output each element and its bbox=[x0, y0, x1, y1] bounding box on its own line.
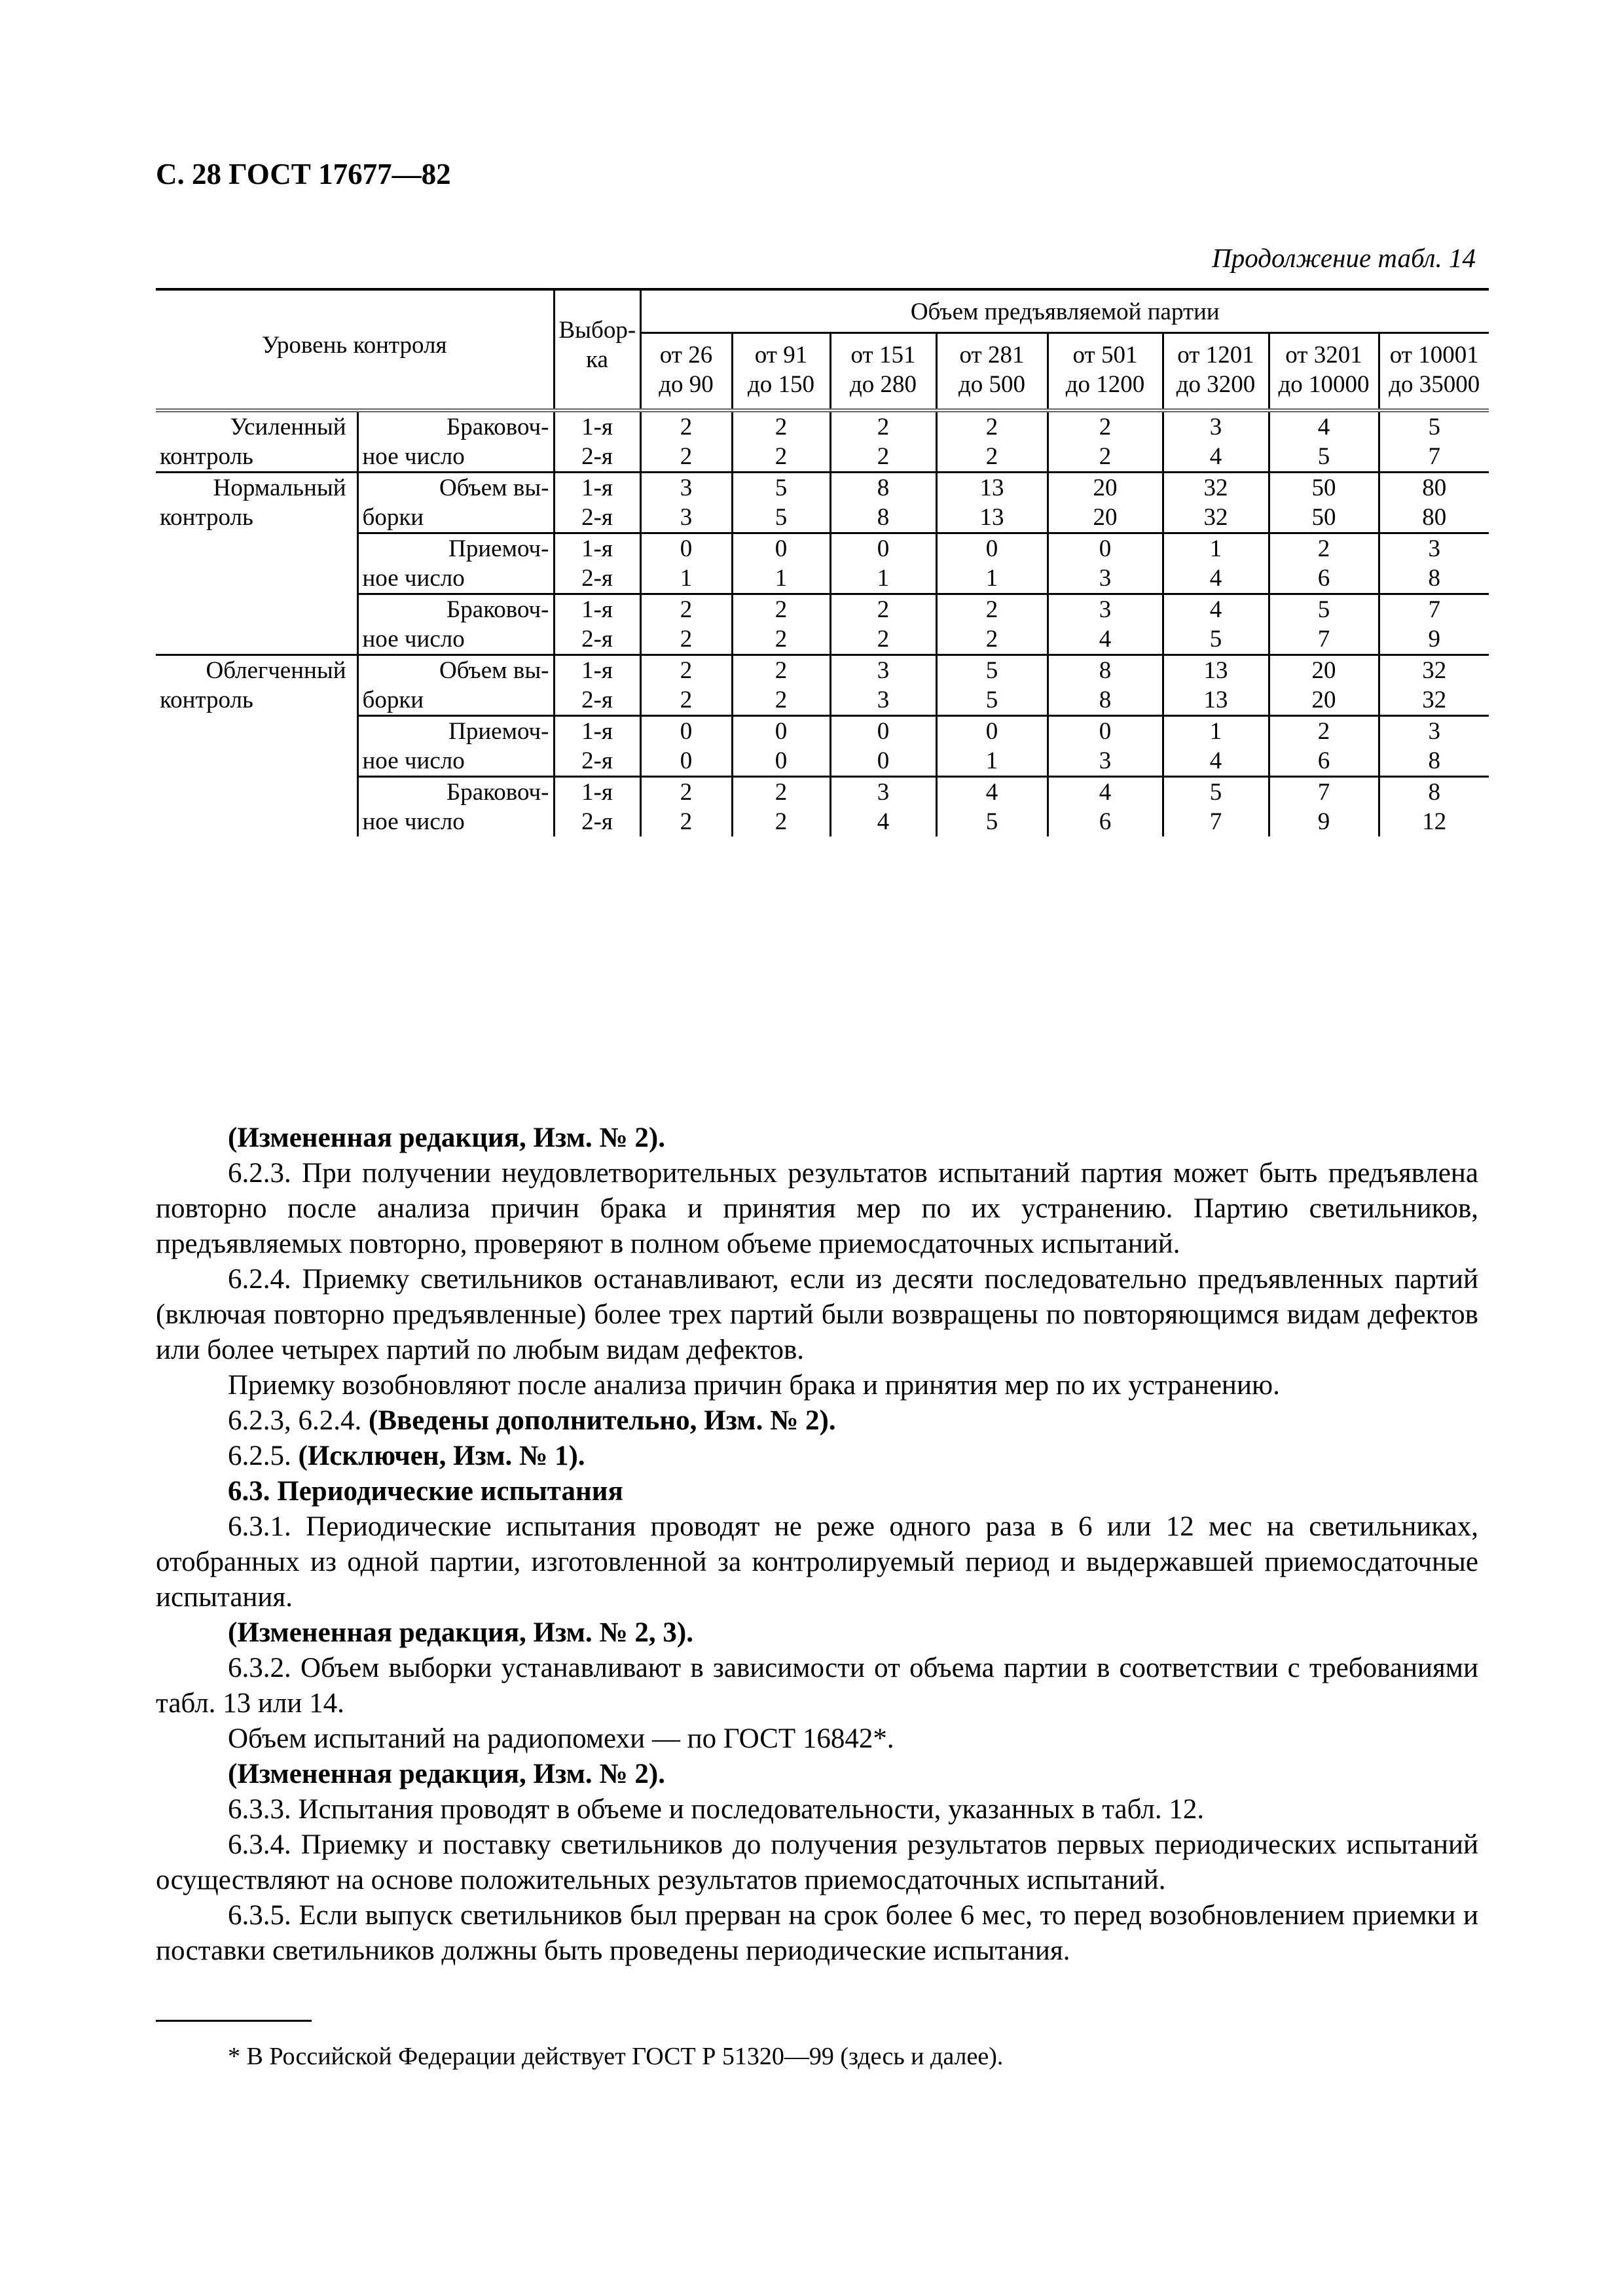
footnote-divider bbox=[156, 2020, 312, 2022]
value-cell: 3 8 bbox=[1379, 533, 1489, 594]
value-cell: 3 3 bbox=[640, 473, 732, 533]
value-cell: 50 50 bbox=[1269, 473, 1379, 533]
value-cell: 3 4 bbox=[1163, 410, 1269, 473]
range-header: от 501 до 1200 bbox=[1048, 333, 1163, 400]
indicator-size: Объем вы- борки bbox=[357, 473, 554, 533]
value-cell: 5 7 bbox=[1379, 410, 1489, 473]
table-14 bbox=[156, 288, 1489, 836]
value-cell: 0 1 bbox=[936, 533, 1048, 594]
paragraph: 6.3.4. Приемку и поставку светильников до получения результатов первых периодических испытаний осуществляют на основе положительных результатов приемосдаточных испытаний. bbox=[156, 1829, 1478, 1895]
paragraph: 6.3.2. Объем выборки устанавливают в зависимости от объема партии в соответствии с требованиями табл. 13 или 14. bbox=[156, 1653, 1478, 1719]
range-header: от 281 до 500 bbox=[936, 333, 1048, 400]
table-row bbox=[156, 410, 1489, 473]
value-cell: 20 20 bbox=[1269, 655, 1379, 716]
table-row bbox=[156, 655, 1489, 716]
header-separator bbox=[156, 399, 1489, 410]
paragraph: Объем испытаний на радиопомехи — по ГОСТ 16842*. bbox=[228, 1723, 894, 1754]
value-cell: 0 1 bbox=[936, 716, 1048, 777]
value-cell: 2 2 bbox=[732, 410, 830, 473]
table-row bbox=[156, 473, 1489, 533]
value-cell: 7 9 bbox=[1379, 594, 1489, 655]
indicator-reject: Браковоч- ное число bbox=[357, 594, 554, 655]
value-cell: 2 2 bbox=[1048, 410, 1163, 473]
indicator-accept: Приемоч- ное число bbox=[357, 716, 554, 777]
paragraph: (Измененная редакция, Изм. № 2). bbox=[228, 1759, 665, 1789]
value-cell: 2 2 bbox=[936, 594, 1048, 655]
column-header-sample: Выбор- ка bbox=[554, 289, 640, 399]
value-cell: 1 4 bbox=[1163, 716, 1269, 777]
range-header: от 10001 до 35000 bbox=[1379, 333, 1489, 400]
range-header: от 151 до 280 bbox=[830, 333, 936, 400]
sample-number: 1-я 2-я bbox=[554, 533, 640, 594]
value-cell: 3 3 bbox=[830, 655, 936, 716]
range-header: от 26 до 90 bbox=[640, 333, 732, 400]
value-cell: 7 9 bbox=[1269, 777, 1379, 837]
paragraph: Приемку возобновляют после анализа причин брака и принятия мер по их устранению. bbox=[228, 1370, 1280, 1401]
value-cell: 2 2 bbox=[640, 410, 732, 473]
value-cell: 32 32 bbox=[1163, 473, 1269, 533]
value-cell: 2 2 bbox=[640, 594, 732, 655]
value-cell: 0 1 bbox=[640, 533, 732, 594]
value-cell: 20 20 bbox=[1048, 473, 1163, 533]
range-header: от 1201 до 3200 bbox=[1163, 333, 1269, 400]
sample-number: 1-я 2-я bbox=[554, 594, 640, 655]
table-header-row bbox=[156, 289, 1489, 333]
value-cell: 2 6 bbox=[1269, 533, 1379, 594]
paragraph: (Измененная редакция, Изм. № 2, 3). bbox=[228, 1617, 693, 1648]
value-cell: 13 13 bbox=[936, 473, 1048, 533]
control-level-tight: Усиленный контроль bbox=[160, 414, 346, 470]
value-cell: 2 2 bbox=[640, 777, 732, 837]
range-header: от 91 до 150 bbox=[732, 333, 830, 400]
paragraph: 6.3.5. Если выпуск светильников был прерван на срок более 6 мес, то перед возобновлением приемки и поставки светильников должны быть проведены периодические испытания. bbox=[156, 1900, 1478, 1966]
value-cell: 0 3 bbox=[1048, 716, 1163, 777]
paragraph: 6.2.5. (Исключен, Изм. № 1). bbox=[228, 1441, 585, 1471]
paragraph: 6.3.3. Испытания проводят в объеме и последовательности, указанных в табл. 12. bbox=[228, 1794, 1205, 1825]
value-cell: 2 2 bbox=[936, 410, 1048, 473]
value-cell: 0 0 bbox=[830, 716, 936, 777]
value-cell: 5 7 bbox=[1163, 777, 1269, 837]
value-cell: 4 5 bbox=[1163, 594, 1269, 655]
value-cell: 3 4 bbox=[1048, 594, 1163, 655]
indicator-reject: Браковоч- ное число bbox=[357, 777, 554, 837]
value-cell: 2 6 bbox=[1269, 716, 1379, 777]
value-cell: 32 32 bbox=[1379, 655, 1489, 716]
sample-number: 1-я 2-я bbox=[554, 655, 640, 716]
value-cell: 80 80 bbox=[1379, 473, 1489, 533]
body-text bbox=[156, 1121, 1478, 1969]
footnote: * В Российской Федерации действует ГОСТ Р 51320—99 (здесь и далее). bbox=[228, 2043, 1004, 2070]
value-cell: 2 2 bbox=[830, 410, 936, 473]
value-cell: 0 0 bbox=[732, 716, 830, 777]
value-cell: 0 3 bbox=[1048, 533, 1163, 594]
range-header: от 3201 до 10000 bbox=[1269, 333, 1379, 400]
paragraph: (Измененная редакция, Изм. № 2). bbox=[228, 1122, 665, 1153]
value-cell: 5 5 bbox=[732, 473, 830, 533]
indicator-accept: Приемоч- ное число bbox=[357, 533, 554, 594]
sample-number: 1-я 2-я bbox=[554, 473, 640, 533]
sample-number: 1-я 2-я bbox=[554, 777, 640, 837]
paragraph: 6.2.3, 6.2.4. (Введены дополнительно, Изм. № 2). bbox=[228, 1405, 836, 1436]
value-cell: 2 2 bbox=[732, 655, 830, 716]
sample-number: 1-я 2-я bbox=[554, 410, 640, 473]
value-cell: 3 4 bbox=[830, 777, 936, 837]
value-cell: 2 2 bbox=[732, 594, 830, 655]
indicator-size: Объем вы- борки bbox=[357, 655, 554, 716]
paragraph: 6.3.1. Периодические испытания проводят не реже одного раза в 6 или 12 мес на светильниках, отобранных из одной партии, изготовленной за контролируемый период и выдержавшей приемосдаточные испытания. bbox=[156, 1511, 1478, 1613]
value-cell: 2 2 bbox=[732, 777, 830, 837]
page-header: С. 28 ГОСТ 17677—82 bbox=[156, 158, 451, 190]
value-cell: 4 6 bbox=[1048, 777, 1163, 837]
value-cell: 1 4 bbox=[1163, 533, 1269, 594]
value-cell: 0 1 bbox=[732, 533, 830, 594]
value-cell: 8 8 bbox=[1048, 655, 1163, 716]
control-level-normal: Нормальный контроль bbox=[156, 473, 357, 655]
value-cell: 4 5 bbox=[936, 777, 1048, 837]
value-cell: 3 8 bbox=[1379, 716, 1489, 777]
column-header-level: Уровень контроля bbox=[156, 289, 554, 399]
paragraph: 6.2.3. При получении неудовлетворительных результатов испытаний партия может быть предъявлена повторно после анализа причин брака и принятия мер по их устранению. Партию светильников, предъявляемых повторно, проверяют в полном объеме приемосдаточных испытаний. bbox=[156, 1158, 1478, 1259]
value-cell: 0 0 bbox=[640, 716, 732, 777]
value-cell: 2 2 bbox=[640, 655, 732, 716]
value-cell: 5 7 bbox=[1269, 594, 1379, 655]
value-cell: 8 8 bbox=[830, 473, 936, 533]
value-cell: 5 5 bbox=[936, 655, 1048, 716]
value-cell: 2 2 bbox=[830, 594, 936, 655]
paragraph: 6.2.4. Приемку светильников останавливают, если из десяти последовательно предъявленных партий (включая повторно предъявленные) более трех партий были возвращены по повторяющимся видам дефектов или более четырех партий по любым видам дефектов. bbox=[156, 1264, 1478, 1365]
value-cell: 8 12 bbox=[1379, 777, 1489, 837]
table-caption: Продолжение табл. 14 bbox=[1212, 243, 1476, 273]
control-level-reduced: Облегченный контроль bbox=[156, 655, 357, 837]
value-cell: 13 13 bbox=[1163, 655, 1269, 716]
column-header-lot-size: Объем предъявляемой партии bbox=[640, 289, 1489, 333]
sample-number: 1-я 2-я bbox=[554, 716, 640, 777]
value-cell: 0 1 bbox=[830, 533, 936, 594]
value-cell: 4 5 bbox=[1269, 410, 1379, 473]
indicator-reject: Браковоч- ное число bbox=[357, 410, 554, 473]
section-heading: 6.3. Периодические испытания bbox=[228, 1476, 623, 1507]
